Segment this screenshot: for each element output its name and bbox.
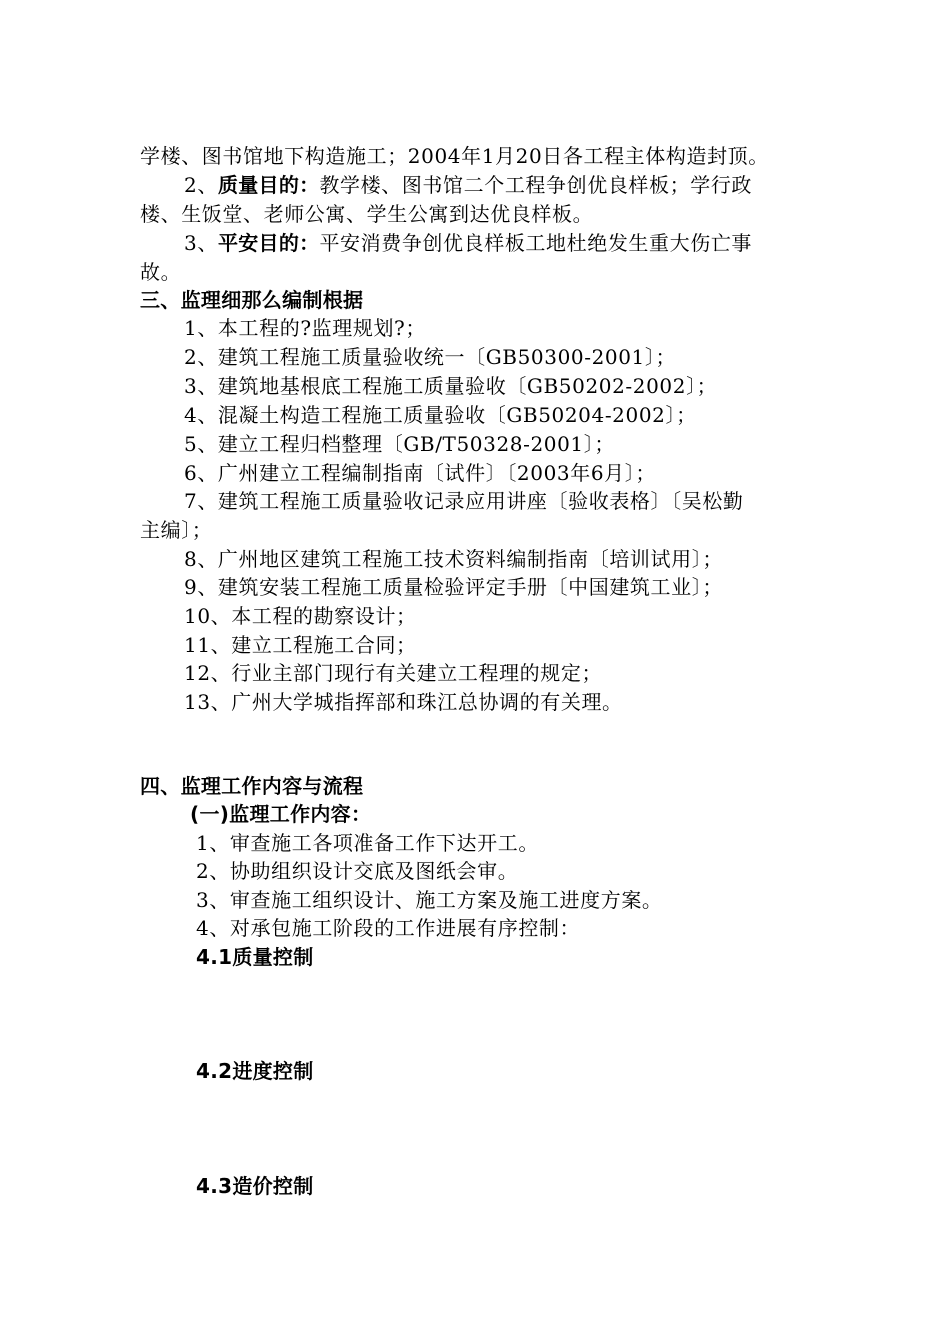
quality-goal-line1 xyxy=(184,171,752,199)
basis-item: 11、建立工程施工合同； xyxy=(184,633,417,657)
safety-goal-line1 xyxy=(184,229,752,257)
section-four-title: 四、监理工作内容与流程 xyxy=(140,774,364,798)
basis-item: 7、建筑工程施工质量验收记录应用讲座〔验收表格〕〔吴松勤 xyxy=(184,489,744,513)
basis-item: 9、建筑安装工程施工质量检验评定手册〔中国建筑工业〕； xyxy=(184,575,723,599)
basis-item: 4、混凝土构造工程施工质量验收〔GB50204-2002〕； xyxy=(184,403,697,427)
sub-heading-quality-control: 4.1质量控制 xyxy=(196,945,314,969)
basis-item: 3、建筑地基根底工程施工质量验收〔GB50202-2002〕； xyxy=(184,374,718,398)
work-item: 3、审查施工组织设计、施工方案及施工进度方案。 xyxy=(196,888,663,912)
quality-goal-label: 质量目的： xyxy=(217,173,320,197)
quality-goal-text: 教学楼、图书馆二个工程争创优良样板；学行政 xyxy=(319,173,753,197)
work-item: 4、对承包施工阶段的工作进展有序控制： xyxy=(196,916,581,940)
safety-goal-text: 平安消费争创优良样板工地杜绝发生重大伤亡事 xyxy=(319,231,753,255)
basis-item: 1、本工程的?监理规划?； xyxy=(184,316,426,340)
sub-heading-progress-control: 4.2进度控制 xyxy=(196,1059,314,1083)
basis-item: 2、建筑工程施工质量验收统一〔GB50300-2001〕； xyxy=(184,345,677,369)
sub-heading-cost-control: 4.3造价控制 xyxy=(196,1174,314,1198)
basis-item: 10、本工程的勘察设计； xyxy=(184,604,417,628)
basis-item: 8、广州地区建筑工程施工技术资料编制指南〔培训试用〕； xyxy=(184,547,723,571)
basis-item: 13、广州大学城指挥部和珠江总协调的有关理。 xyxy=(184,690,623,714)
work-item: 1、审查施工各项准备工作下达开工。 xyxy=(196,831,539,855)
basis-item: 12、行业主部门现行有关建立工程理的规定； xyxy=(184,661,603,685)
section-three-title: 三、监理细那么编制根据 xyxy=(140,288,364,312)
safety-goal-line2: 故。 xyxy=(140,260,182,284)
quality-goal-line2: 楼、生饭堂、老师公寓、学生公寓到达优良样板。 xyxy=(140,202,594,226)
quality-goal-number: 2、 xyxy=(184,173,218,197)
basis-item: 6、广州建立工程编制指南〔试件〕〔2003年6月〕； xyxy=(184,461,656,485)
intro-line: 学楼、图书馆地下构造施工；2004年1月20日各工程主体构造封顶。 xyxy=(140,144,769,168)
basis-item-continuation: 主编〕； xyxy=(140,518,213,542)
safety-goal-label: 平安目的： xyxy=(217,231,320,255)
safety-goal-number: 3、 xyxy=(184,231,218,255)
work-item: 2、协助组织设计交底及图纸会审。 xyxy=(196,859,519,883)
basis-item: 5、建立工程归档整理〔GB/T50328-2001〕； xyxy=(184,432,615,456)
section-four-subtitle: (一)监理工作内容： xyxy=(190,802,372,826)
